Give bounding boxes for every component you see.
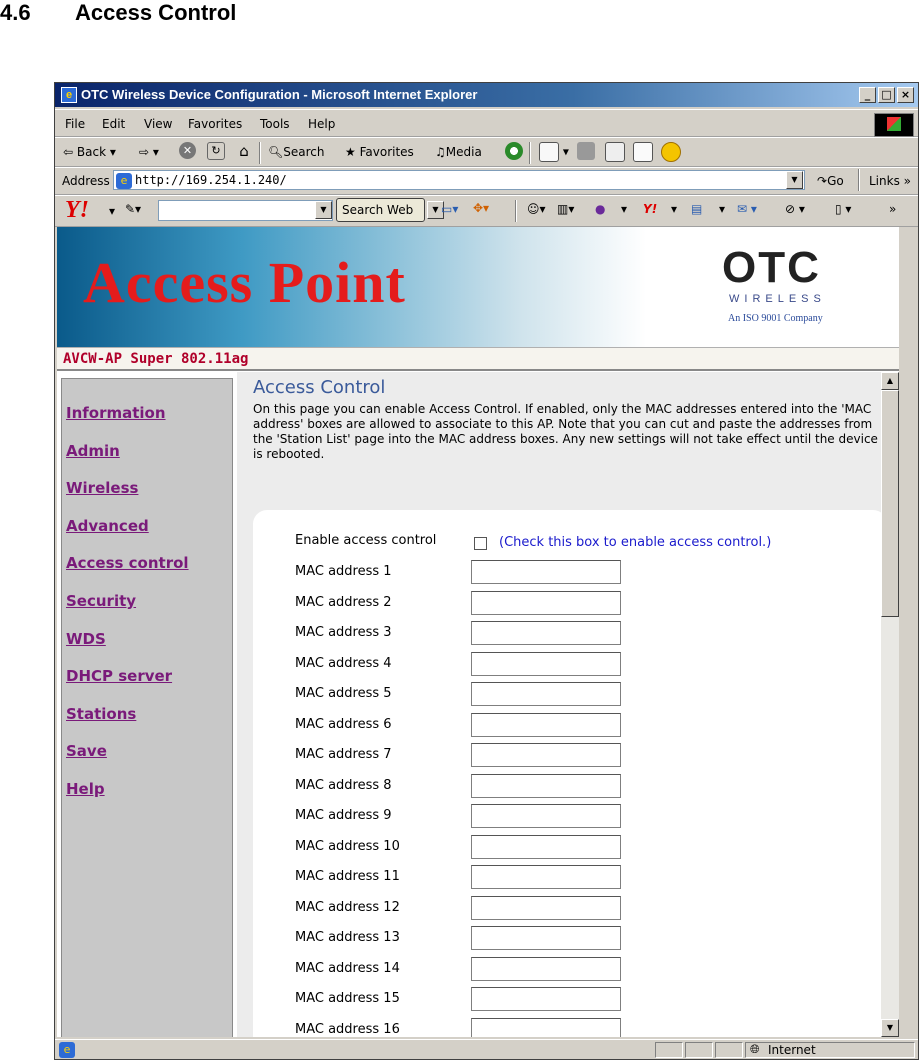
- mac-address-label: MAC address 9: [295, 808, 392, 823]
- banner: [57, 227, 899, 347]
- search-web-button[interactable]: Search Web: [336, 198, 425, 222]
- main-frame: [237, 372, 881, 1037]
- access-control-form: [253, 510, 881, 1037]
- mac-address-input[interactable]: [471, 743, 621, 767]
- yahoo-toolbar: [55, 195, 918, 227]
- clip-icon[interactable]: ▯ ▾: [835, 202, 852, 216]
- favorites-button[interactable]: ★ Favorites: [345, 145, 414, 159]
- scroll-down-button[interactable]: ▼: [881, 1019, 899, 1037]
- mac-address-label: MAC address 10: [295, 838, 400, 854]
- refresh-icon: ↻: [207, 142, 225, 160]
- zone-label: Internet: [768, 1043, 816, 1057]
- highlight-pen-icon[interactable]: ✎▾: [125, 202, 142, 216]
- title-bar: [55, 83, 918, 107]
- logo-tagline: An ISO 9001 Company: [728, 313, 823, 324]
- stop-icon: ✕: [179, 142, 196, 159]
- nav-save[interactable]: Save: [66, 742, 107, 760]
- mac-address-label: MAC address 15: [295, 991, 400, 1006]
- mac-address-input[interactable]: [471, 560, 621, 584]
- page-content: [57, 227, 899, 1037]
- yahoo-logo[interactable]: Y!: [65, 197, 89, 223]
- mac-address-label: MAC address 2: [295, 594, 392, 610]
- close-button[interactable]: ×: [897, 87, 914, 103]
- mac-address-input[interactable]: [471, 865, 621, 889]
- search-icon: 🔍︎: [268, 145, 284, 159]
- toolbar-overflow-icon[interactable]: »: [889, 202, 897, 216]
- address-dropdown-button[interactable]: ▼: [786, 171, 803, 189]
- mac-address-label: MAC address 3: [295, 625, 392, 640]
- print-button[interactable]: [577, 142, 595, 160]
- menu-edit[interactable]: Edit: [102, 117, 126, 131]
- mac-address-input[interactable]: [471, 652, 621, 676]
- links-button[interactable]: Links »: [869, 174, 911, 188]
- home-icon: ⌂: [239, 142, 249, 160]
- mail-envelope-icon[interactable]: ✉ ▾: [737, 202, 757, 216]
- forward-button[interactable]: ⇨ ▾: [139, 145, 159, 159]
- mac-address-input[interactable]: [471, 957, 621, 981]
- mac-address-label: MAC address 13: [295, 930, 400, 945]
- mac-address-input[interactable]: [471, 987, 621, 1011]
- mac-address-label: MAC address 7: [295, 747, 392, 762]
- yahoo-search-input[interactable]: [158, 200, 333, 221]
- yahoo-menu-arrow-icon[interactable]: ▾: [109, 204, 116, 218]
- nav-security[interactable]: Security: [66, 592, 137, 610]
- page-title: Access Control: [253, 377, 386, 398]
- document-section-heading: [0, 0, 236, 26]
- mac-address-label: MAC address 11: [295, 869, 400, 884]
- calendar-icon[interactable]: ▥▾: [557, 202, 575, 216]
- mac-address-label: MAC address 16: [295, 1021, 400, 1037]
- media-button[interactable]: ♫Media: [435, 145, 482, 159]
- stop-button[interactable]: [179, 142, 196, 159]
- mac-address-input[interactable]: [471, 896, 621, 920]
- refresh-button[interactable]: [207, 142, 225, 160]
- sidebar-nav: [61, 378, 233, 1037]
- mac-address-label: MAC address 14: [295, 960, 400, 976]
- mac-address-input[interactable]: [471, 804, 621, 828]
- banner-title: Access Point: [83, 250, 406, 315]
- history-icon: [505, 142, 523, 160]
- yahoo-small-icon[interactable]: Y!: [643, 202, 658, 216]
- product-name: AVCW-AP Super 802.11ag: [57, 347, 899, 371]
- edit-button[interactable]: [605, 142, 625, 162]
- history-button[interactable]: [505, 142, 523, 160]
- media-icon: ♫: [435, 145, 446, 159]
- yahoo-search-dropdown[interactable]: ▼: [315, 201, 332, 219]
- bookmark-icon[interactable]: ⊘ ▾: [785, 202, 805, 216]
- logo-subtitle: WIRELESS: [729, 293, 826, 305]
- mac-address-label: MAC address 8: [295, 777, 392, 793]
- maximize-button[interactable]: □: [878, 87, 895, 103]
- scroll-thumb[interactable]: [881, 390, 899, 617]
- smiley-icon: [661, 142, 681, 162]
- scroll-up-button[interactable]: ▲: [881, 372, 899, 390]
- favorites-icon: ★: [345, 145, 356, 159]
- go-button[interactable]: ↷Go: [817, 174, 844, 188]
- minimize-button[interactable]: _: [859, 87, 876, 103]
- nav-advanced[interactable]: Advanced: [66, 517, 149, 535]
- globe-icon: 🌐︎: [750, 1042, 760, 1056]
- page-icon: e: [116, 173, 132, 189]
- mac-address-input[interactable]: [471, 591, 621, 615]
- discuss-icon: [633, 142, 653, 162]
- smiley-menu-icon[interactable]: ☺▾: [527, 202, 546, 216]
- page-status-icon: e: [59, 1042, 75, 1058]
- mac-address-input[interactable]: [471, 835, 621, 859]
- nav-stations[interactable]: Stations: [66, 705, 137, 723]
- menu-bar: [55, 109, 918, 137]
- mac-address-label: MAC address 1: [295, 564, 392, 579]
- address-input[interactable]: e http://169.254.1.240/: [113, 170, 805, 190]
- menu-tools[interactable]: Tools: [260, 117, 290, 131]
- menu-favorites[interactable]: Favorites: [188, 117, 243, 131]
- nav-dhcp-server[interactable]: DHCP server: [66, 667, 173, 685]
- mac-address-input[interactable]: [471, 1018, 621, 1038]
- mac-address-label: MAC address 12: [295, 899, 400, 915]
- nav-wds[interactable]: WDS: [66, 630, 106, 648]
- my-yahoo-icon[interactable]: ●: [595, 202, 606, 216]
- nav-information[interactable]: Information: [66, 404, 166, 422]
- browser-window: [54, 82, 919, 1060]
- menu-file[interactable]: File: [65, 117, 86, 131]
- edit-icon: [605, 142, 625, 162]
- forward-arrow-icon: ⇨: [139, 145, 150, 159]
- print-icon: [577, 142, 595, 160]
- otc-logo: OTC: [722, 243, 821, 292]
- mac-address-input[interactable]: [471, 713, 621, 737]
- status-bar: [55, 1039, 918, 1060]
- mac-address-input[interactable]: [471, 774, 621, 798]
- ie-icon: e: [61, 87, 77, 103]
- search-button[interactable]: 🔍︎Search: [268, 145, 325, 159]
- my-yahoo-dropdown[interactable]: ▾: [621, 202, 628, 216]
- back-arrow-icon: ⇦: [63, 145, 74, 159]
- mac-address-input[interactable]: [471, 926, 621, 950]
- section-number: 4.6: [0, 0, 31, 25]
- mac-address-label: MAC address 6: [295, 716, 392, 732]
- mac-address-label: MAC address 5: [295, 686, 392, 701]
- standard-toolbar: [55, 137, 918, 167]
- window-title: OTC Wireless Device Configuration - Microsoft Internet Explorer: [81, 87, 478, 102]
- nav-wireless[interactable]: Wireless: [66, 479, 139, 497]
- page-intro: On this page you can enable Access Control. If enabled, only the MAC addresses entered into the 'MAC address' boxes are allowed to associate to this AP. Note that you can cut and paste the addresses from the 'Station List' page into the MAC address boxes. Any new settings will not take effect until the device is rebooted.: [253, 402, 878, 461]
- target-icon[interactable]: ✥▾: [473, 201, 490, 215]
- mail-icon: [539, 142, 559, 162]
- enable-access-control-checkbox[interactable]: [474, 537, 487, 550]
- discuss-button[interactable]: [633, 142, 653, 162]
- menu-view[interactable]: View: [144, 117, 173, 131]
- mac-address-input[interactable]: [471, 682, 621, 706]
- finance-icon[interactable]: ▤: [691, 202, 703, 216]
- finance-dropdown[interactable]: ▾: [719, 202, 726, 216]
- search-web-dropdown[interactable]: ▼: [427, 201, 444, 219]
- mac-address-label: MAC address 4: [295, 655, 392, 671]
- mac-address-input[interactable]: [471, 621, 621, 645]
- yahoo-small-dropdown[interactable]: ▾: [671, 202, 678, 216]
- mail-button[interactable]: ▾: [539, 142, 569, 162]
- address-label: Address: [62, 174, 110, 188]
- frame-scrollbar[interactable]: [881, 372, 899, 1037]
- home-button[interactable]: [235, 142, 253, 160]
- back-button[interactable]: ⇦ Back ▾: [63, 145, 116, 159]
- section-title: Access Control: [75, 0, 237, 25]
- nav-help[interactable]: Help: [66, 780, 105, 798]
- menu-help[interactable]: Help: [308, 117, 336, 131]
- address-bar: [55, 167, 918, 195]
- windows-logo-icon: [874, 113, 914, 137]
- enable-access-control-label: Enable access control: [295, 533, 437, 548]
- nav-access-control[interactable]: Access control: [66, 554, 189, 572]
- go-arrow-icon: ↷: [817, 174, 828, 188]
- nav-admin[interactable]: Admin: [66, 442, 120, 460]
- window-icon[interactable]: ▭▾: [441, 202, 459, 216]
- messenger-button[interactable]: [661, 142, 681, 162]
- enable-access-control-hint: (Check this box to enable access control.): [499, 535, 772, 550]
